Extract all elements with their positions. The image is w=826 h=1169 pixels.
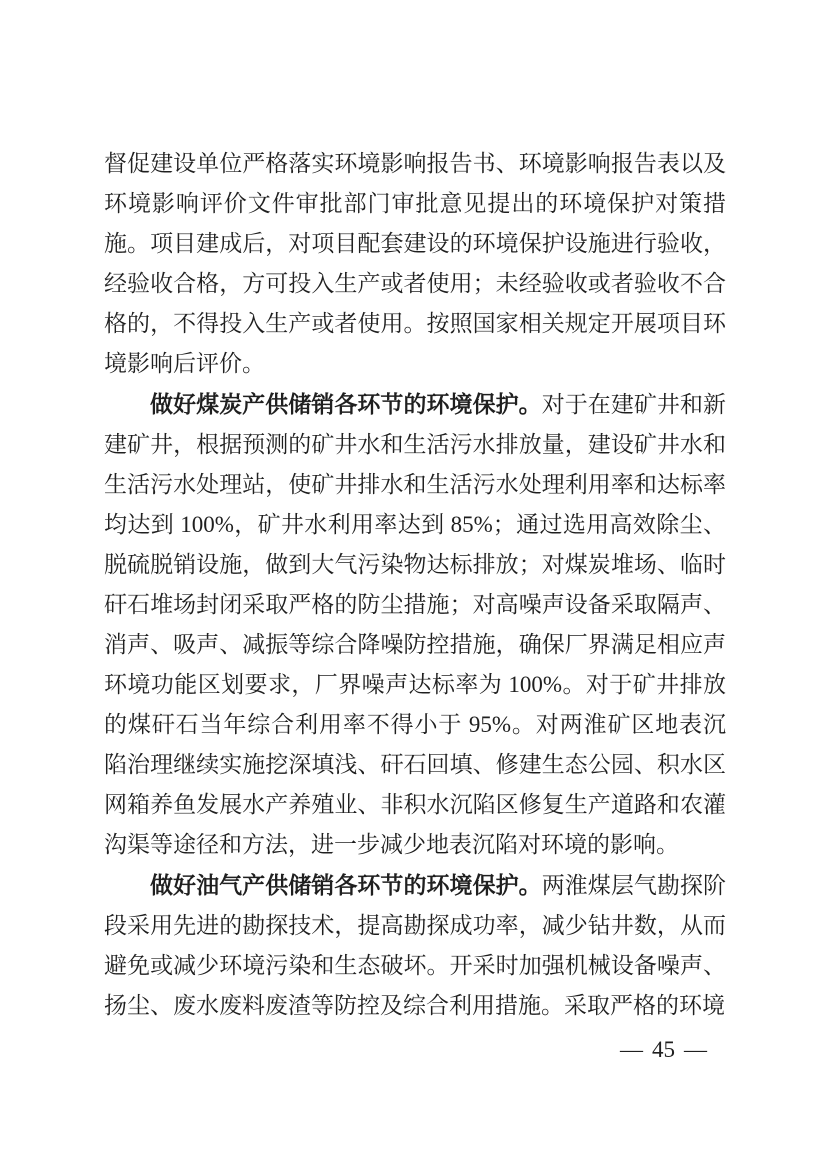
- document-body: [104, 144, 726, 1026]
- paragraph-intro: [104, 144, 726, 384]
- paragraph-body-text: 两淮煤层气勘探阶段采用先进的勘探技术，提高勘探成功率，减少钻井数，从而避免或减少环境污染和生态破坏。开采时加强机械设备噪声、扬尘、废水废料废渣等防控及综合利用措施。采取严格的环境: [104, 873, 727, 1018]
- paragraph-oil-gas-env-protection: [104, 865, 726, 1026]
- paragraph-body-text: 对于在建矿井和新建矿井，根据预测的矿井水和生活污水排放量，建设矿井水和生活污水处理站，使矿井排水和生活污水处理利用率和达标率均达到 100%，矿井水利用率达到 85%；通过选用高效除尘、脱硫脱销设施，做到大气污染物达标排放；对煤炭堆场、临时矸石堆场封闭采取严格的防尘措施；对高噪声设备采取隔声、消声、吸声、减振等综合降噪防控措施，确保厂界满足相应声环境功能区划要求，厂界噪声达标率为 100%。对于矿井排放的煤矸石当年综合利用率不得小于 95%。对两淮矿区地表沉陷治理继续实施挖深填浅、矸石回填、修建生态公园、积水区网箱养鱼发展水产养殖业、非积水沉陷区修复生产道路和农灌沟渠等途径和方法，进一步减少地表沉陷对环境的影响。: [104, 392, 727, 857]
- paragraph-coal-env-protection: [104, 384, 726, 865]
- page-number: 45: [652, 1037, 675, 1062]
- footer-dash-left: —: [620, 1037, 643, 1062]
- paragraph-lead-bold: 做好油气产供储销各环节的环境保护。: [150, 872, 542, 898]
- page-footer: [620, 1035, 707, 1065]
- footer-dash-right: —: [684, 1037, 707, 1062]
- paragraph-lead-bold: 做好煤炭产供储销各环节的环境保护。: [150, 391, 542, 417]
- paragraph-body-text: 督促建设单位严格落实环境影响报告书、环境影响报告表以及环境影响评价文件审批部门审批意见提出的环境保护对策措施。项目建成后，对项目配套建设的环境保护设施进行验收，经验收合格，方可投入生产或者使用；未经验收或者验收不合格的，不得投入生产或者使用。按照国家相关规定开展项目环境影响后评价。: [104, 151, 726, 376]
